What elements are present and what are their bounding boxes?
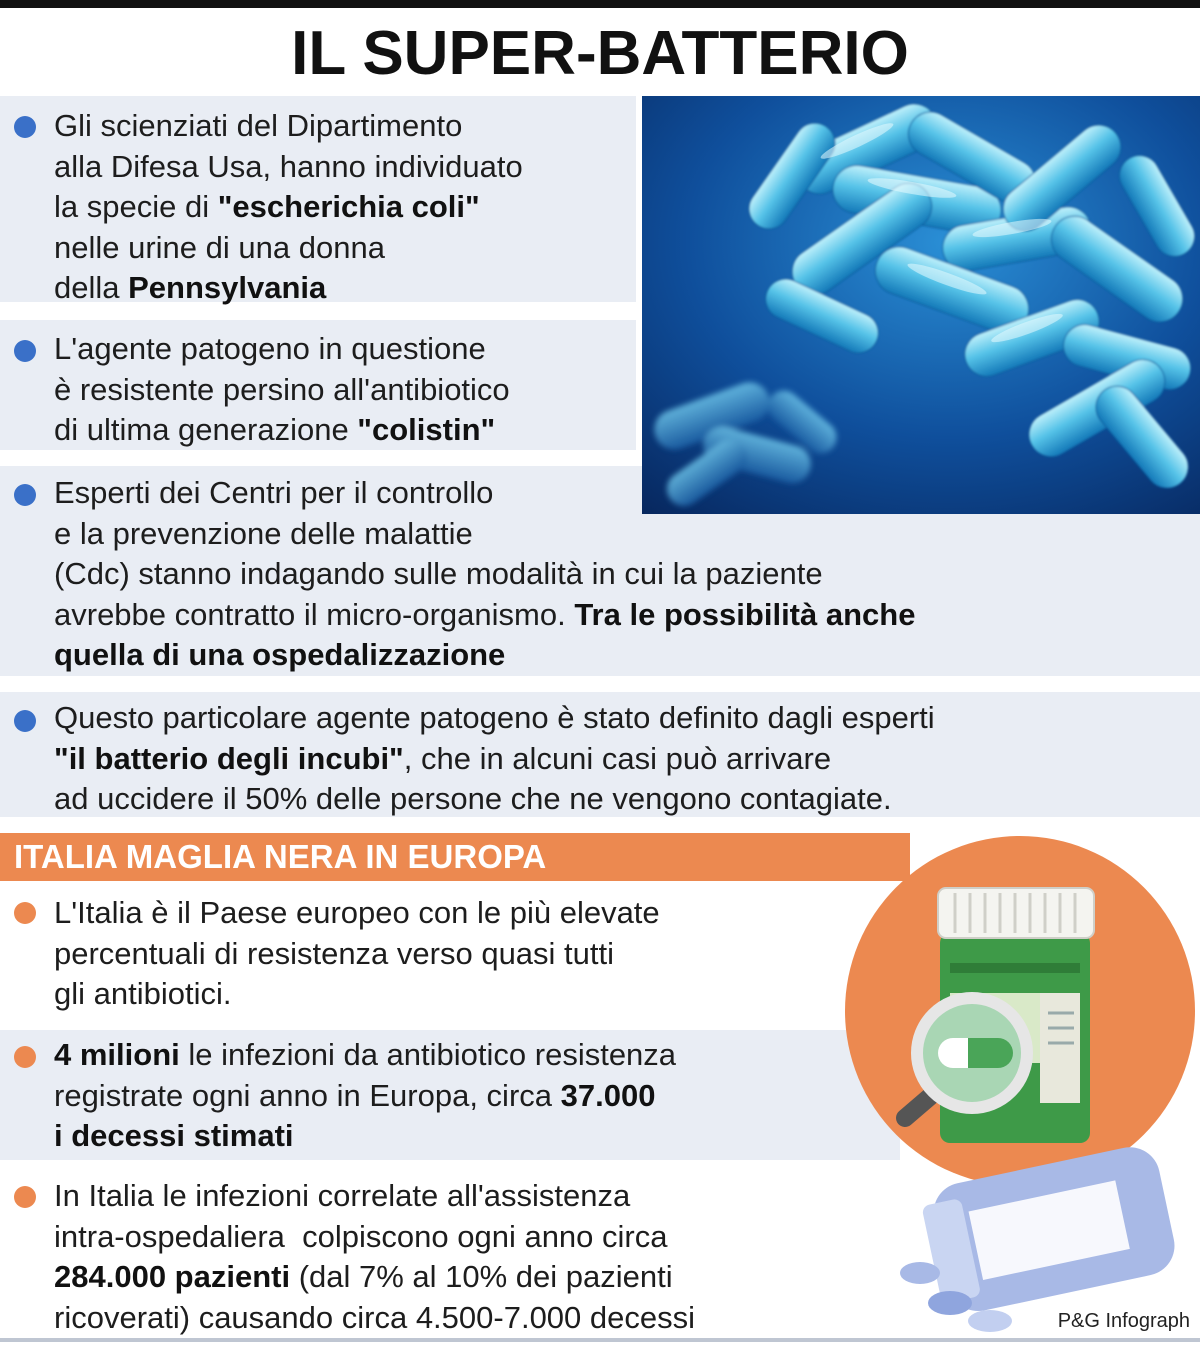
top-rule [0, 0, 1200, 8]
bullet-text-6: 4 milioni le infezioni da antibiotico resistenza registrate ogni anno in Europa, circa 37.000 i decessi stimati [54, 1037, 677, 1153]
bullet-text-7: In Italia le infezioni correlate all'assistenza intra-ospedaliera colpiscono ogni anno circa 284.000 pazienti (dal 7% al 10% dei pazienti ricoverati) causando circa 4.500-7.000 decessi [54, 1178, 696, 1335]
bullet-dot [14, 1186, 36, 1208]
bullet-dot [14, 340, 36, 362]
bullet-text-1: Gli scienziati del Dipartimento alla Difesa Usa, hanno individuato la specie di "escherichia coli" nelle urine di una donna della Pennsylvania [54, 108, 523, 305]
bullet-dot [14, 1046, 36, 1068]
section-title: ITALIA MAGLIA NERA IN EUROPA [14, 838, 547, 875]
bottom-rule [0, 1338, 1200, 1342]
pill-bottle-illustration [800, 833, 1200, 1342]
bullet-dot [14, 710, 36, 732]
bullet-dot [14, 484, 36, 506]
page-title: IL SUPER-BATTERIO [291, 19, 909, 88]
bullet-dot [14, 116, 36, 138]
credit: P&G Infograph [1057, 1310, 1190, 1332]
bullet-text-5: L'Italia è il Paese europeo con le più elevate percentuali di resistenza verso quasi tutti gli antibiotici. [54, 895, 660, 1011]
bullet-text-2: L'agente patogeno in questione è resistente persino all'antibiotico di ultima generazione "colistin" [54, 331, 510, 447]
bullet-text-4: Questo particolare agente patogeno è stato definito dagli esperti "il batterio degli incubi", che in alcuni casi può arrivare ad uccidere il 50% delle persone che ne vengono contagiate. [54, 700, 935, 816]
bullet-text-3: Esperti dei Centri per il controllo e la prevenzione delle malattie (Cdc) stanno indagando sulle modalità in cui la paziente avrebbe contratto il micro-organismo. Tra le possibilità anche quella di una ospedalizzazione [54, 475, 916, 672]
bullet-dot [14, 902, 36, 924]
bacteria-photo [642, 96, 1200, 514]
